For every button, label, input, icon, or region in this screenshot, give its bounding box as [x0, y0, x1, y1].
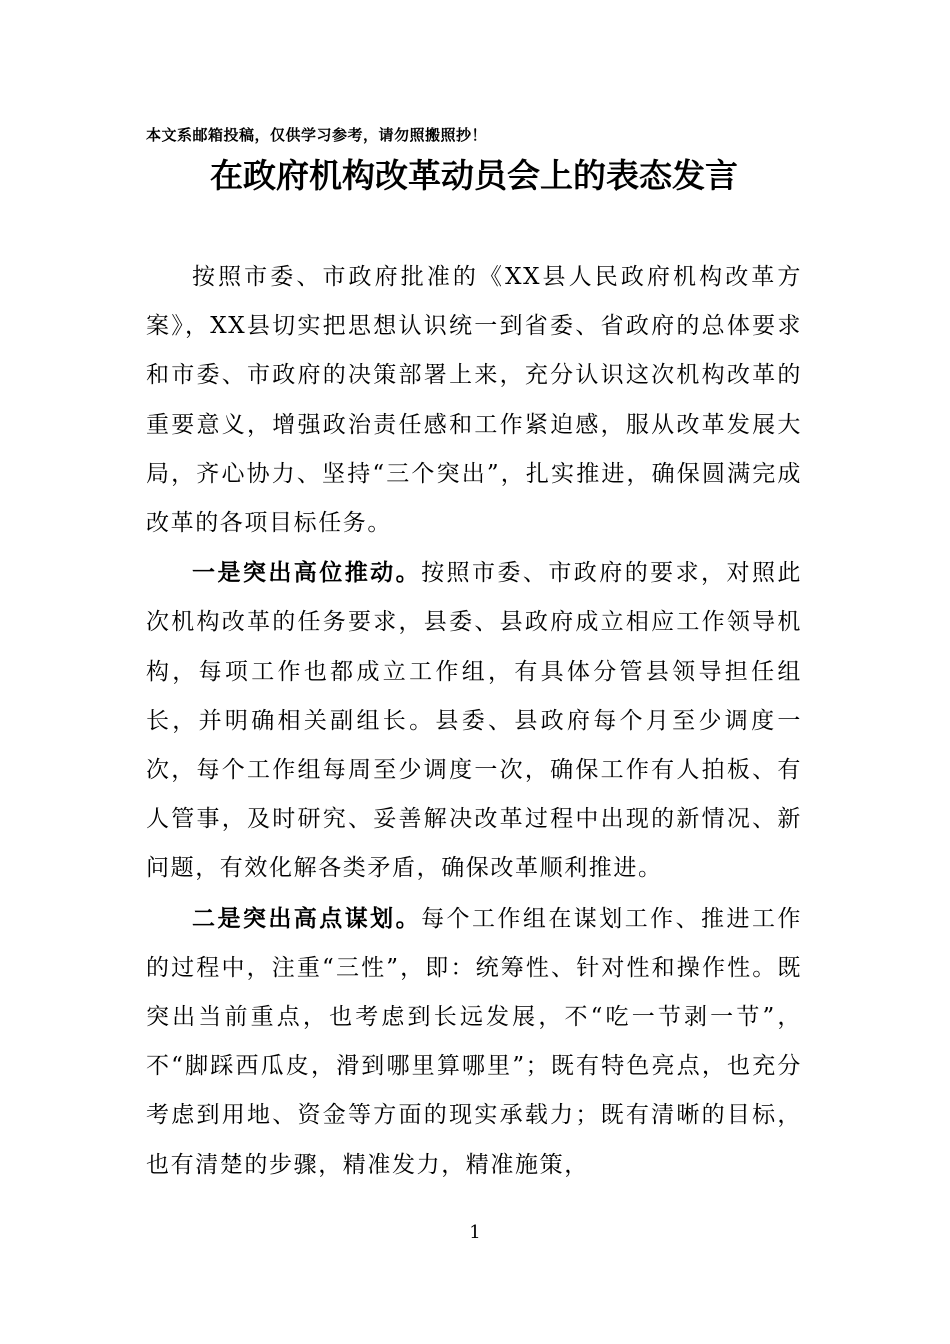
document-title: 在政府机构改革动员会上的表态发言 — [210, 156, 738, 195]
paragraph-lead: 一是突出高位推动。 — [192, 559, 422, 587]
page-number: 1 — [469, 1222, 481, 1243]
paragraph-high-level-promotion — [146, 548, 802, 893]
paragraph-high-point-planning — [146, 894, 802, 1190]
paragraph-intro — [146, 252, 802, 548]
paragraph-text: 每个工作组在谋划工作、推进工作的过程中，注重“三性”，即：统筹性、针对性和操作性。既突出当前重点，也考虑到长远发展，不“吃一节剥一节”，不“脚踩西瓜皮，滑到哪里算哪里”；既有特色亮点，也充分考虑到用地、资金等方面的现实承载力；既有清晰的目标，也有清楚的步骤，精准发力，精准施策， — [146, 905, 803, 1178]
paragraph-text: 按照市委、市政府批准的《XX县人民政府机构改革方案》，XX县切实把思想认识统一到省委、省政府的总体要求和市委、市政府的决策部署上来，充分认识这次机构改革的重要意义，增强政治责任感和工作紧迫感，服从改革发展大局，齐心协力、坚持“三个突出”，扎实推进，确保圆满完成改革的各项目标任务。 — [146, 264, 802, 537]
document-body — [146, 252, 802, 1190]
paragraph-lead: 二是突出高点谋划。 — [192, 904, 422, 932]
copyright-notice: 本文系邮箱投稿，仅供学习参考，请勿照搬照抄！ — [146, 126, 488, 144]
paragraph-text: 按照市委、市政府的要求，对照此次机构改革的任务要求，县委、县政府成立相应工作领导机构，每项工作也都成立工作组，有具体分管县领导担任组长，并明确相关副组长。县委、县政府每个月至少调度一次，每个工作组每周至少调度一次，确保工作有人拍板、有人管事，及时研究、妥善解决改革过程中出现的新情况、新问题，有效化解各类矛盾，确保改革顺利推进。 — [146, 560, 803, 882]
